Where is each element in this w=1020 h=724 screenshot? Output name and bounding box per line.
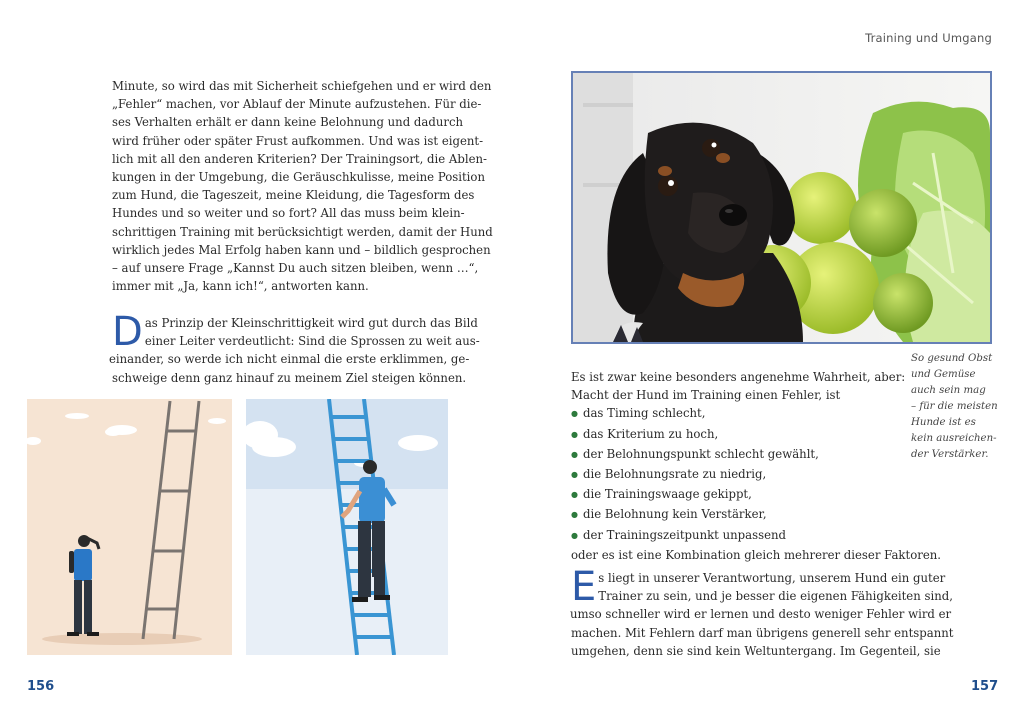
page-number-left: 156 [27, 679, 55, 694]
text-line: machen. Mit Fehlern darf man übrigens generell sehr entspannt [571, 625, 954, 640]
list-item-text: das Kriterium zu hoch, [582, 426, 719, 441]
paragraph-continuation [112, 77, 493, 295]
caption-line: auch sein mag [911, 385, 986, 396]
list-item-text: der Trainingszeitpunkt unpassend [582, 527, 787, 542]
text-line: einander, so werde ich nicht einmal die erste erklimmen, ge- [109, 352, 470, 367]
list-item [571, 404, 941, 424]
text-line: Trainer zu sein, und je besser die eigenen Fähigkeiten sind, [598, 589, 953, 604]
illustration-wide-rung-ladder [27, 399, 232, 655]
outro-line: oder es ist eine Kombination gleich mehrerer dieser Faktoren. [571, 547, 941, 562]
close-rung-ladder-drawing [246, 399, 448, 655]
text-line: Minute, so wird das mit Sicherheit schiefgehen und er wird den [112, 79, 492, 93]
text-line: as Prinzip der Kleinschrittigkeit wird gut durch das Bild [144, 316, 478, 330]
caption-line: So gesund Obst [911, 353, 993, 364]
drop-cap: D [112, 309, 143, 355]
illustration-close-rung-ladder [246, 399, 448, 655]
text-line: schweige denn ganz hinauf zu meinem Ziel steigen können. [112, 370, 467, 385]
error-causes-list [571, 368, 941, 564]
text-line: schrittigen Training mit berücksichtigt werden, damit der Hund [112, 224, 493, 239]
caption-line: kein ausreichen- [911, 433, 997, 444]
list-item-text: die Belohnung kein Verstärker, [582, 507, 767, 522]
text-line: kungen in der Umgebung, die Geräuschkulisse, meine Position [112, 170, 485, 185]
text-line: immer mit „Ja, kann ich!“, antworten kann. [112, 279, 369, 294]
list-item [571, 465, 941, 485]
dachshund-with-vegetables-image [573, 73, 990, 342]
list-item-text: der Belohnungspunkt schlecht gewählt, [582, 446, 819, 461]
running-head: Training und Umgang [865, 31, 992, 45]
paragraph-responsibility [570, 564, 954, 660]
text-line: – auf unsere Frage „Kannst Du auch sitzen bleiben, wenn …“, [112, 261, 479, 276]
text-line: ses Verhalten erhält er dann keine Belohnung und dadurch [112, 115, 464, 130]
caption-line: Hunde ist es [911, 417, 976, 428]
text-line: einer Leiter verdeutlicht: Sind die Sprossen zu weit aus- [144, 334, 480, 349]
list-item-text: die Trainingswaage gekippt, [582, 487, 752, 502]
text-line: Hundes und so weiter und so fort? All das muss beim klein- [112, 206, 465, 221]
caption-line: und Gemüse [911, 369, 976, 380]
text-line: zum Hund, die Tageszeit, meine Kleidung, die Tagesform des [112, 188, 475, 203]
paragraph-ladder-principle [109, 309, 480, 387]
text-line: umso schneller wird er lernen und desto weniger Fehler wird er [570, 607, 952, 622]
text-line: umgehen, denn sie sind kein Weltuntergang. Im Gegenteil, sie [571, 643, 941, 658]
list-item [571, 425, 941, 445]
page-number-right: 157 [971, 679, 999, 694]
text-line: s liegt in unserer Verantwortung, unserem Hund ein guter [598, 571, 946, 585]
text-line: wird früher oder später Frust aufkommen. Und was ist eigent- [112, 133, 484, 148]
text-line: wirklich jedes Mal Erfolg haben kann und – bildlich gesprochen [112, 242, 491, 257]
list-item [571, 526, 941, 546]
caption-line: – für die meisten [911, 401, 998, 412]
text-line: „Fehler“ machen, vor Ablauf der Minute aufzustehen. Für die- [112, 97, 482, 112]
drop-cap: E [571, 564, 597, 610]
wide-rung-ladder-drawing [27, 399, 232, 655]
list-item-text: das Timing schlecht, [582, 406, 706, 421]
right-page [510, 0, 1020, 724]
list-item [571, 485, 941, 505]
list-item [571, 505, 941, 525]
list-item [571, 445, 941, 465]
dachshund-photo [571, 71, 992, 344]
text-line: lich mit all den anderen Kriterien? Der Trainingsort, die Ablen- [112, 151, 487, 166]
intro-line: Es ist zwar keine besonders angenehme Wahrheit, aber: [571, 370, 906, 384]
caption-line: der Verstärker. [911, 449, 989, 460]
intro-line: Macht der Hund im Training einen Fehler, ist [571, 388, 841, 403]
list-item-text: die Belohnungsrate zu niedrig, [582, 467, 767, 482]
